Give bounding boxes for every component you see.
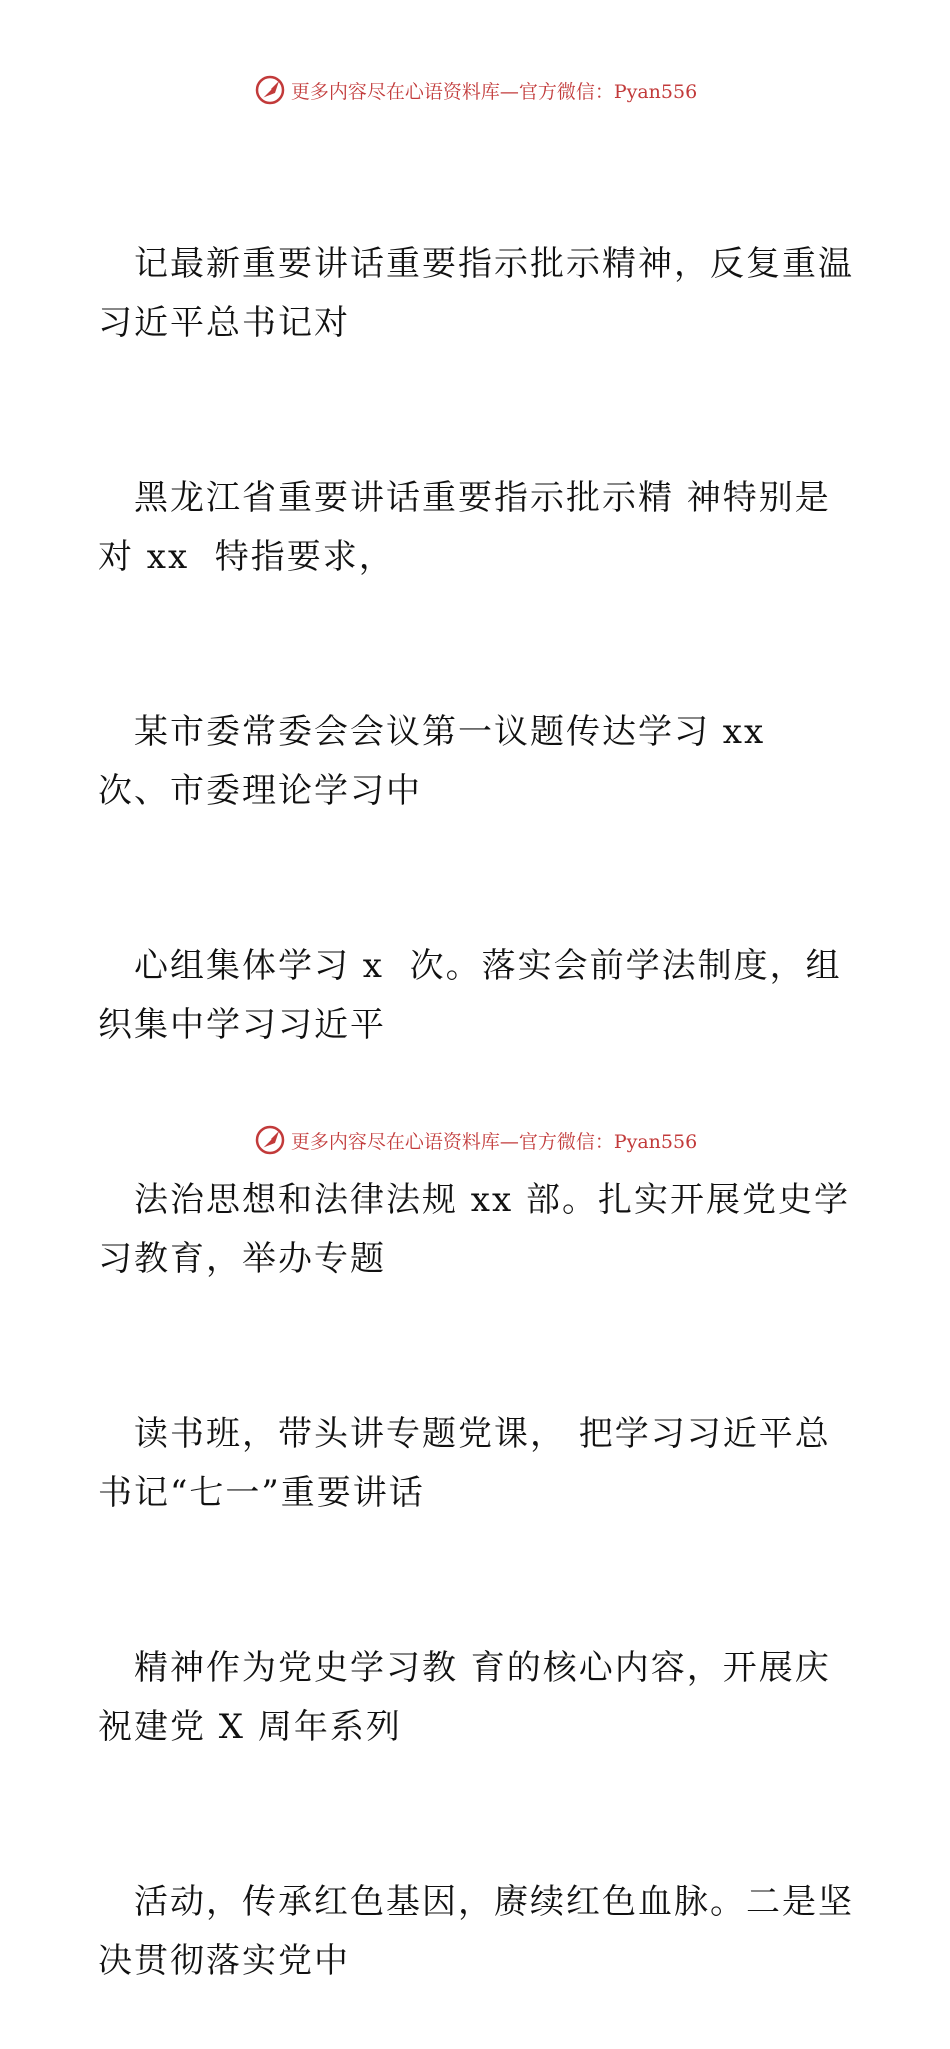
paragraph: 黑龙江省重要讲话重要指示批示精 神特别是对 xx 特指要求， — [98, 478, 831, 577]
quill-logo-icon — [253, 73, 287, 107]
paragraph: 某市委常委会会议第一议题传达学习 xx 次、市委理论学习中 — [98, 712, 791, 811]
paragraph: 读书班，带头讲专题党课， 把学习习近平总书记“七一”重要讲话 — [98, 1414, 831, 1513]
paragraph: 记最新重要讲话重要指示批示精神，反复重温习近平总书记对 — [98, 244, 854, 343]
quill-logo-icon — [253, 1123, 287, 1157]
paragraph: 活动，传承红色基因，赓续红色血脉。二是坚决贯彻落实党中 — [98, 1882, 854, 1981]
header-banner-text: 更多内容尽在心语资料库—官方微信：Pyan556 — [290, 80, 698, 103]
footer-banner — [0, 1118, 950, 1162]
document-body — [98, 118, 858, 2049]
paragraph: 精神作为党史学习教 育的核心内容，开展庆祝建党 X 周年系列 — [98, 1648, 831, 1747]
footer-banner-text: 更多内容尽在心语资料库—官方微信：Pyan556 — [290, 1130, 698, 1153]
header-banner — [0, 68, 950, 112]
paragraph: 心组集体学习 x 次。落实会前学法制度，组织集中学习习近平 — [98, 946, 842, 1045]
paragraph: 法治思想和法律法规 xx 部。扎实开展党史学习教育，举办专题 — [98, 1180, 850, 1279]
